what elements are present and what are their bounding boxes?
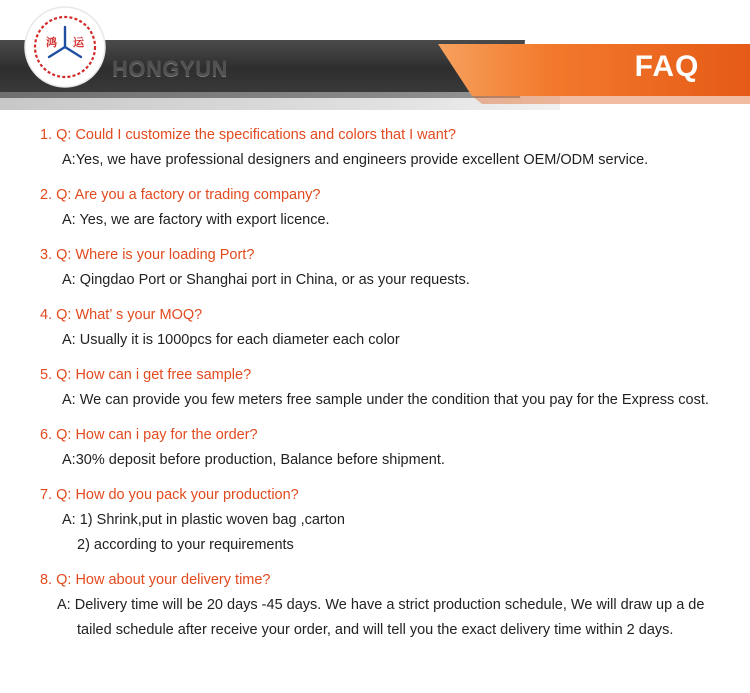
- answer-5: A: We can provide you few meters free sample under the condition that you pay for the Express cost.: [62, 392, 709, 408]
- question-4: 4. Q: What’ s your MOQ?: [40, 307, 203, 323]
- answer-2: A: Yes, we are factory with export licence.: [62, 212, 330, 228]
- answer-3: A: Qingdao Port or Shanghai port in China, or as your requests.: [62, 272, 470, 288]
- faq-heading: FAQ: [634, 50, 700, 83]
- question-8: 8. Q: How about your delivery time?: [40, 572, 271, 588]
- answer-8-line-1: A: Delivery time will be 20 days -45 days. We have a strict production schedule, We will draw up a de: [57, 597, 705, 613]
- answer-1: A:Yes, we have professional designers and engineers provide excellent OEM/ODM service.: [62, 152, 649, 168]
- brand-name: HONGYUN: [112, 56, 228, 81]
- svg-text:鸿: 鸿: [46, 36, 57, 49]
- question-1: 1. Q: Could I customize the specifications and colors that I want?: [40, 127, 456, 143]
- question-3: 3. Q: Where is your loading Port?: [40, 247, 255, 263]
- svg-text:运: 运: [73, 36, 84, 49]
- question-6: 6. Q: How can i pay for the order?: [40, 427, 258, 443]
- question-2: 2. Q: Are you a factory or trading company?: [40, 187, 321, 203]
- answer-6: A:30% deposit before production, Balance before shipment.: [62, 452, 445, 468]
- answer-7-line-2: 2) according to your requirements: [77, 537, 294, 553]
- answer-4: A: Usually it is 1000pcs for each diameter each color: [62, 332, 400, 348]
- question-5: 5. Q: How can i get free sample?: [40, 367, 252, 383]
- answer-8-line-2: tailed schedule after receive your order, and will tell you the exact delivery time within 2 days.: [77, 622, 674, 638]
- question-7: 7. Q: How do you pack your production?: [40, 487, 299, 503]
- answer-7-line-1: A: 1) Shrink,put in plastic woven bag ,carton: [62, 512, 345, 528]
